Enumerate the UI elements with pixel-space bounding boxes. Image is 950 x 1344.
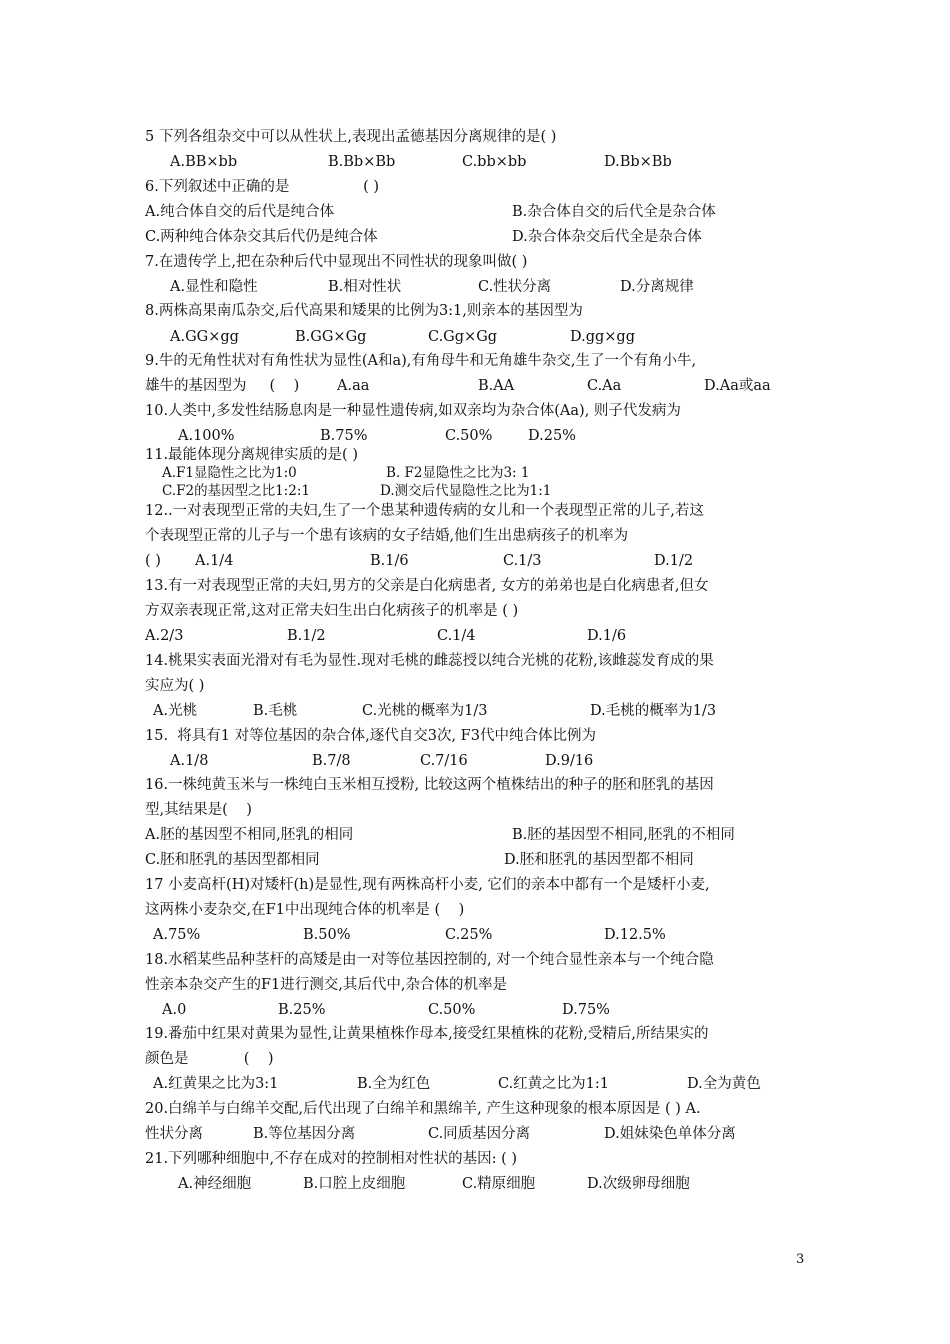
question-9-option-d: D.Aa或aa <box>704 378 771 394</box>
question-20-stem: 20.白绵羊与白绵羊交配,后代出现了白绵羊和黑绵羊, 产生这种现象的根本原因是 ( ) A. <box>145 1101 701 1117</box>
question-13-option-a: A.2/3 <box>145 628 184 644</box>
question-12-stem-line-1: 12..一对表现型正常的夫妇,生了一个患某种遗传病的女儿和一个表现型正常的儿子,若这 <box>145 503 704 519</box>
question-7-option-c: C.性状分离 <box>478 279 552 295</box>
question-6-option-b: B.杂合体自交的后代全是杂合体 <box>512 204 716 220</box>
question-8-stem: 8.两株高果南瓜杂交,后代高果和矮果的比例为3:1,则亲本的基因型为 <box>145 303 583 319</box>
question-16-option-c: C.胚和胚乳的基因型都相同 <box>145 852 320 868</box>
question-21-option-d: D.次级卵母细胞 <box>587 1176 690 1192</box>
question-17-option-c: C.25% <box>445 927 493 943</box>
question-10-option-d: D.25% <box>528 428 576 444</box>
question-20-option-b: B.等位基因分离 <box>253 1126 356 1142</box>
question-9-continuation: 雄牛的基因型为 ( ) <box>145 378 300 394</box>
question-5-stem: 5 下列各组杂交中可以从性状上,表现出孟德基因分离规律的是( ) <box>145 129 557 145</box>
question-15-option-d: D.9/16 <box>545 753 594 769</box>
question-17-option-d: D.12.5% <box>604 927 666 943</box>
question-21-option-c: C.精原细胞 <box>462 1176 536 1192</box>
question-20-option-c: C.同质基因分离 <box>428 1126 531 1142</box>
question-8-option-a: A.GG×gg <box>170 329 239 345</box>
question-11-stem: 11.最能体现分离规律实质的是( ) <box>145 447 358 463</box>
question-17-stem-line-2: 这两株小麦杂交,在F1中出现纯合体的机率是 ( ) <box>145 902 465 918</box>
question-21-option-a: A.神经细胞 <box>178 1176 252 1192</box>
question-15-option-a: A.1/8 <box>170 753 209 769</box>
question-15-option-b: B.7/8 <box>312 753 351 769</box>
question-14-option-b: B.毛桃 <box>253 703 298 719</box>
question-10-option-b: B.75% <box>320 428 368 444</box>
question-12-continuation: ( ) <box>145 553 161 569</box>
question-8-option-d: D.gg×gg <box>570 329 635 345</box>
question-16-stem-line-2: 型,其结果是( ) <box>145 802 252 818</box>
question-16-option-b: B.胚的基因型不相同,胚乳的不相同 <box>512 827 735 843</box>
question-20-option-a: 性状分离 <box>145 1126 203 1142</box>
question-16-option-a: A.胚的基因型不相同,胚乳的相同 <box>145 827 354 843</box>
question-12-option-c: C.1/3 <box>503 553 542 569</box>
question-18-option-c: C.50% <box>428 1002 476 1018</box>
question-13-stem-line-2: 方双亲表现正常,这对正常夫妇生出白化病孩子的机率是 ( ) <box>145 603 519 619</box>
question-16-option-d: D.胚和胚乳的基因型都不相同 <box>504 852 694 868</box>
question-19-option-a: A.红黄果之比为3:1 <box>153 1076 279 1092</box>
question-13-option-c: C.1/4 <box>437 628 476 644</box>
question-21-stem: 21.下列哪种细胞中,不存在成对的控制相对性状的基因: ( ) <box>145 1151 518 1167</box>
question-17-stem-line-1: 17 小麦高杆(H)对矮杆(h)是显性,现有两株高杆小麦, 它们的亲本中都有一个是矮杆小麦, <box>145 877 710 893</box>
question-19-stem-line-1: 19.番茄中红果对黄果为显性,让黄果植株作母本,接受红果植株的花粉,受精后,所结果实的 <box>145 1026 709 1042</box>
question-17-option-b: B.50% <box>303 927 351 943</box>
question-18-option-a: A.0 <box>162 1002 187 1018</box>
question-6-option-c: C.两种纯合体杂交其后代仍是纯合体 <box>145 229 378 245</box>
question-12-stem-line-2: 个表现型正常的儿子与一个患有该病的女子结婚,他们生出患病孩子的机率为 <box>145 528 629 544</box>
question-9-option-c: C.Aa <box>587 378 622 394</box>
question-10-stem: 10.人类中,多发性结肠息肉是一种显性遗传病,如双亲均为杂合体(Aa), 则子代发病为 <box>145 403 681 419</box>
question-15-stem: 15. 将具有1 对等位基因的杂合体,逐代自交3次, F3代中纯合体比例为 <box>145 728 596 744</box>
question-11-option-a: A.F1显隐性之比为1:0 <box>162 465 297 481</box>
question-20-option-d: D.姐妹染色单体分离 <box>604 1126 736 1142</box>
question-19-stem-line-2: 颜色是 ( ) <box>145 1051 274 1067</box>
question-18-option-b: B.25% <box>278 1002 326 1018</box>
question-12-option-a: A.1/4 <box>195 553 234 569</box>
question-9-option-b: B.AA <box>478 378 515 394</box>
question-18-option-d: D.75% <box>562 1002 610 1018</box>
question-11-option-d: D.测交后代显隐性之比为1:1 <box>380 483 552 499</box>
question-6-option-d: D.杂合体杂交后代全是杂合体 <box>512 229 702 245</box>
question-6-stem: 6.下列叙述中正确的是 ( ) <box>145 179 380 195</box>
question-11-option-b: B. F2显隐性之比为3: 1 <box>386 465 530 481</box>
question-14-option-d: D.毛桃的概率为1/3 <box>590 703 717 719</box>
question-8-option-c: C.Gg×Gg <box>428 329 498 345</box>
question-19-option-c: C.红黄之比为1:1 <box>498 1076 610 1092</box>
question-11-option-c: C.F2的基因型之比1:2:1 <box>162 483 310 499</box>
question-12-option-d: D.1/2 <box>654 553 694 569</box>
question-18-stem-line-2: 性亲本杂交产生的F1进行测交,其后代中,杂合体的机率是 <box>145 977 508 993</box>
question-12-option-b: B.1/6 <box>370 553 409 569</box>
question-14-option-c: C.光桃的概率为1/3 <box>362 703 488 719</box>
question-5-option-a: A.BB×bb <box>170 154 238 170</box>
question-14-stem-line-1: 14.桃果实表面光滑对有毛为显性.现对毛桃的雌蕊授以纯合光桃的花粉,该雌蕊发育成的果 <box>145 653 714 669</box>
question-19-option-b: B.全为红色 <box>357 1076 431 1092</box>
question-10-option-c: C.50% <box>445 428 493 444</box>
question-21-option-b: B.口腔上皮细胞 <box>303 1176 406 1192</box>
question-15-option-c: C.7/16 <box>420 753 468 769</box>
question-7-option-b: B.相对性状 <box>328 279 402 295</box>
question-7-stem: 7.在遗传学上,把在杂种后代中显现出不同性状的现象叫做( ) <box>145 254 528 270</box>
question-5-option-b: B.Bb×Bb <box>328 154 396 170</box>
page-number: 3 <box>796 1252 805 1267</box>
question-19-option-d: D.全为黄色 <box>687 1076 761 1092</box>
question-13-option-d: D.1/6 <box>587 628 627 644</box>
question-14-stem-line-2: 实应为( ) <box>145 678 205 694</box>
question-10-option-a: A.100% <box>178 428 235 444</box>
question-6-option-a: A.纯合体自交的后代是纯合体 <box>145 204 335 220</box>
question-7-option-a: A.显性和隐性 <box>170 279 258 295</box>
question-17-option-a: A.75% <box>153 927 201 943</box>
question-8-option-b: B.GG×Gg <box>295 329 367 345</box>
question-14-option-a: A.光桃 <box>153 703 198 719</box>
question-5-option-c: C.bb×bb <box>462 154 527 170</box>
question-5-option-d: D.Bb×Bb <box>604 154 672 170</box>
question-18-stem-line-1: 18.水稻某些品种茎杆的高矮是由一对等位基因控制的, 对一个纯合显性亲本与一个纯合隐 <box>145 952 714 968</box>
question-13-option-b: B.1/2 <box>287 628 326 644</box>
question-9-option-a: A.aa <box>337 378 370 394</box>
question-16-stem-line-1: 16.一株纯黄玉米与一株纯白玉米相互授粉, 比较这两个植株结出的种子的胚和胚乳的基因 <box>145 777 714 793</box>
question-13-stem-line-1: 13.有一对表现型正常的夫妇,男方的父亲是白化病患者, 女方的弟弟也是白化病患者,但女 <box>145 578 709 594</box>
question-9-stem: 9.牛的无角性状对有角性状为显性(A和a),有角母牛和无角雄牛杂交,生了一个有角小牛, <box>145 353 697 369</box>
question-7-option-d: D.分离规律 <box>620 279 694 295</box>
